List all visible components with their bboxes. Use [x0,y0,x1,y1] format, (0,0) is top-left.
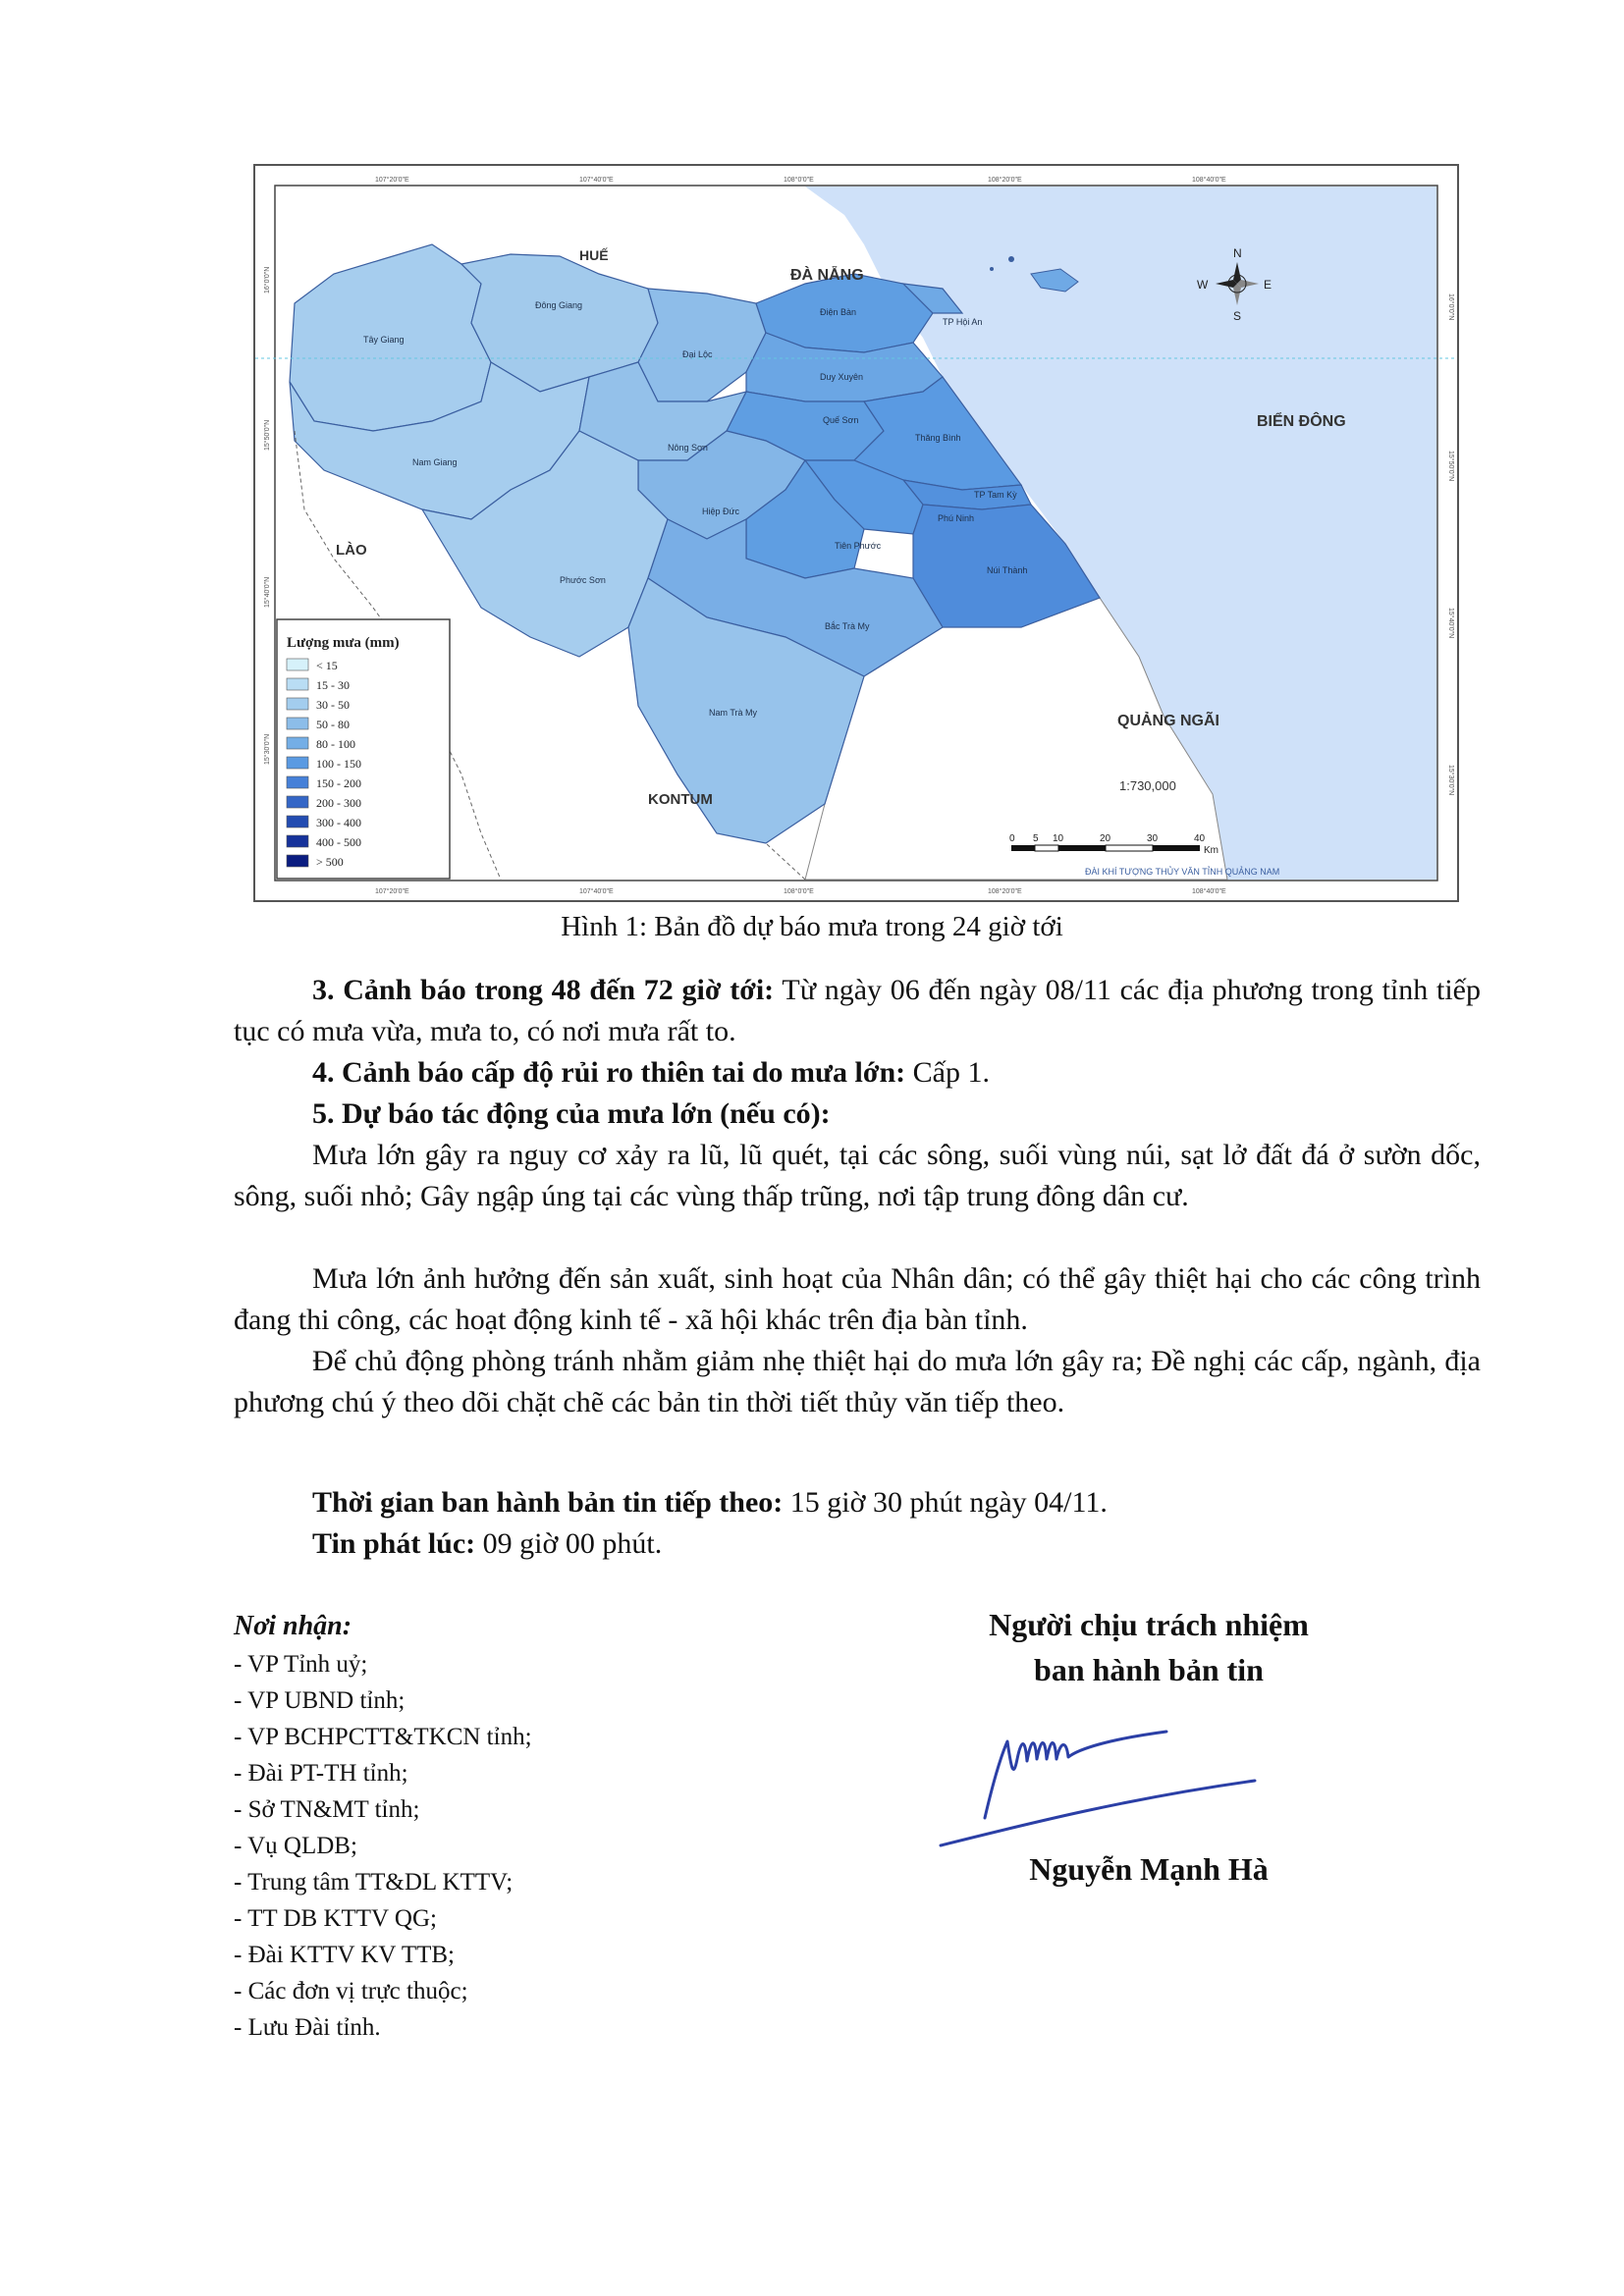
legend-swatch [287,757,308,769]
recipient-item: - Đài PT-TH tỉnh; [234,1760,408,1787]
legend-swatch [287,698,308,710]
recipient-item: - Đài KTTV KV TTB; [234,1942,455,1968]
legend-label: 150 - 200 [316,776,361,790]
svg-text:TP Tam Kỳ: TP Tam Kỳ [974,490,1017,500]
svg-text:108°20'0"E: 108°20'0"E [988,888,1022,895]
label-quang-ngai: QUẢNG NGÃI [1117,713,1219,729]
svg-text:108°20'0"E: 108°20'0"E [988,177,1022,184]
legend-label: 30 - 50 [316,698,350,712]
svg-text:Km: Km [1204,845,1218,856]
legend-label: 50 - 80 [316,718,350,731]
section-4-heading: 4. Cảnh báo cấp độ rủi ro thiên tai do mưa lớn: [312,1056,906,1089]
legend-label: 300 - 400 [316,816,361,829]
recipient-item: - Vụ QLDB; [234,1833,357,1859]
label-hue: HUẾ [579,247,609,263]
recipient-item: - Trung tâm TT&DL KTTV; [234,1869,514,1896]
svg-text:5: 5 [1033,833,1039,844]
svg-text:Duy Xuyên: Duy Xuyên [820,372,864,382]
legend-swatch [287,855,308,867]
svg-text:20: 20 [1100,833,1111,844]
svg-text:10: 10 [1053,833,1064,844]
scale-ratio: 1:730,000 [1119,778,1176,793]
recipients-list [234,1608,532,2046]
svg-text:Tiên Phước: Tiên Phước [835,541,882,551]
legend-swatch [287,659,308,670]
recipient-item: - VP Tỉnh uỷ; [234,1651,368,1678]
section-5-paragraph-2: Mưa lớn ảnh hưởng đến sản xuất, sinh hoạt của Nhân dân; có thể gây thiệt hại cho các công trình đang thi công, các hoạt động kinh tế - xã hội khác trên địa bàn tỉnh. [234,1262,1481,1336]
recipient-item: - TT DB KTTV QG; [234,1905,437,1932]
section-3-heading: 3. Cảnh báo trong 48 đến 72 giờ tới: [312,974,775,1006]
svg-text:W: W [1197,278,1209,292]
section-5-heading: 5. Dự báo tác động của mưa lớn (nếu có): [312,1097,831,1130]
svg-text:15°50'0"N: 15°50'0"N [264,419,271,451]
svg-text:Thăng Bình: Thăng Bình [915,433,961,443]
recipients-title: Nơi nhận: [234,1611,352,1641]
issued-time: Tin phát lúc: 09 giờ 00 phút. [312,1527,663,1560]
svg-text:Nam Giang: Nam Giang [412,457,458,467]
svg-text:108°0'0"E: 108°0'0"E [784,177,814,184]
svg-text:16°0'0"N: 16°0'0"N [1447,294,1454,321]
svg-text:15°50'0"N: 15°50'0"N [1447,451,1454,482]
svg-text:107°40'0"E: 107°40'0"E [579,177,614,184]
svg-text:108°0'0"E: 108°0'0"E [784,888,814,895]
svg-text:Phước Sơn: Phước Sơn [560,575,606,585]
svg-text:TP Hội An: TP Hội An [943,317,983,327]
section-3-text: Từ ngày 06 đến ngày 08/11 các địa phương trong tỉnh tiếp tục có mưa vừa, mưa to, có nơi mưa rất to. [234,974,1481,1047]
svg-text:40: 40 [1194,833,1206,844]
svg-text:S: S [1233,309,1242,323]
legend-swatch [287,737,308,749]
svg-text:Quế Sơn: Quế Sơn [823,415,859,425]
signer-name: Nguyễn Mạnh Hà [1029,1851,1269,1887]
svg-text:Hiệp Đức: Hiệp Đức [702,507,740,516]
svg-text:107°20'0"E: 107°20'0"E [375,177,409,184]
svg-text:Đông Giang: Đông Giang [535,300,583,310]
legend-label: 200 - 300 [316,796,361,810]
legend-swatch [287,678,308,690]
svg-text:108°40'0"E: 108°40'0"E [1192,888,1226,895]
svg-text:E: E [1264,278,1272,292]
svg-text:Tây Giang: Tây Giang [363,335,405,345]
legend-swatch [287,776,308,788]
legend-label: > 500 [316,855,344,869]
figure-caption: Hình 1: Bản đồ dự báo mưa trong 24 giờ tới [561,911,1063,942]
svg-text:108°40'0"E: 108°40'0"E [1192,177,1226,184]
section-5-paragraph-1: Mưa lớn gây ra nguy cơ xảy ra lũ, lũ quét, tại các sông, suối vùng núi, sạt lở đất đá ở sườn dốc, sông, suối nhỏ; Gây ngập úng tại các vùng thấp trũng, nơi tập trung đông dân cư. [234,1139,1481,1212]
recipient-item: - Lưu Đài tỉnh. [234,2014,381,2041]
map-credit: ĐÀI KHÍ TƯỢNG THỦY VĂN TỈNH QUẢNG NAM [1085,867,1280,877]
rainfall-forecast-map [253,164,1459,902]
svg-text:0: 0 [1009,833,1015,844]
legend-swatch [287,816,308,828]
label-kontum: KONTUM [648,791,713,808]
svg-text:15°40'0"N: 15°40'0"N [264,576,271,608]
svg-text:15°30'0"N: 15°30'0"N [264,733,271,765]
svg-text:Núi Thành: Núi Thành [987,565,1028,575]
section-4 [312,1052,990,1094]
recipient-item: - VP UBND tỉnh; [234,1687,406,1714]
legend-label: 80 - 100 [316,737,355,751]
section-5-paragraph-3: Để chủ động phòng tránh nhằm giảm nhẹ thiệt hại do mưa lớn gây ra; Đề nghị các cấp, ngành, địa phương chú ý theo dõi chặt chẽ các bản tin thời tiết thủy văn tiếp theo. [234,1345,1481,1418]
svg-text:15°40'0"N: 15°40'0"N [1447,608,1454,639]
label-bien-dong: BIỂN ĐÔNG [1257,413,1346,430]
recipient-item: - Sở TN&MT tỉnh; [234,1796,420,1823]
svg-text:30: 30 [1147,833,1159,844]
svg-text:Phú Ninh: Phú Ninh [938,513,975,523]
recipient-item: - VP BCHPCTT&TKCN tỉnh; [234,1724,532,1750]
svg-text:15°30'0"N: 15°30'0"N [1447,765,1454,796]
section-4-text: Cấp 1. [905,1056,990,1089]
svg-text:16°0'0"N: 16°0'0"N [264,266,271,294]
legend-swatch [287,718,308,729]
recipient-item: - Các đơn vị trực thuộc; [234,1978,468,2004]
svg-text:Đại Lộc: Đại Lộc [682,349,713,359]
legend-swatch [287,835,308,847]
signer-title: Người chịu trách nhiệm ban hành bản tin [989,1607,1309,1687]
label-da-nang: ĐÀ NẴNG [790,267,864,284]
svg-text:Nam Trà My: Nam Trà My [709,708,758,718]
svg-text:Bắc Trà My: Bắc Trà My [825,621,870,631]
next-issue-time: Thời gian ban hành bản tin tiếp theo: 15 giờ 30 phút ngày 04/11. [312,1486,1108,1519]
section-3 [234,970,1481,1052]
legend-swatch [287,796,308,808]
handwritten-signature [931,1700,1284,1857]
map-legend [277,619,450,879]
legend-label: < 15 [316,659,338,672]
legend-label: 400 - 500 [316,835,361,849]
svg-text:107°40'0"E: 107°40'0"E [579,888,614,895]
svg-text:N: N [1233,246,1242,260]
legend-label: 100 - 150 [316,757,361,771]
svg-text:Điện Bàn: Điện Bàn [820,307,857,317]
label-lao: LÀO [336,542,367,559]
legend-title: Lượng mưa (mm) [287,635,400,651]
svg-text:Nông Sơn: Nông Sơn [668,443,708,453]
legend-label: 15 - 30 [316,678,350,692]
svg-text:107°20'0"E: 107°20'0"E [375,888,409,895]
